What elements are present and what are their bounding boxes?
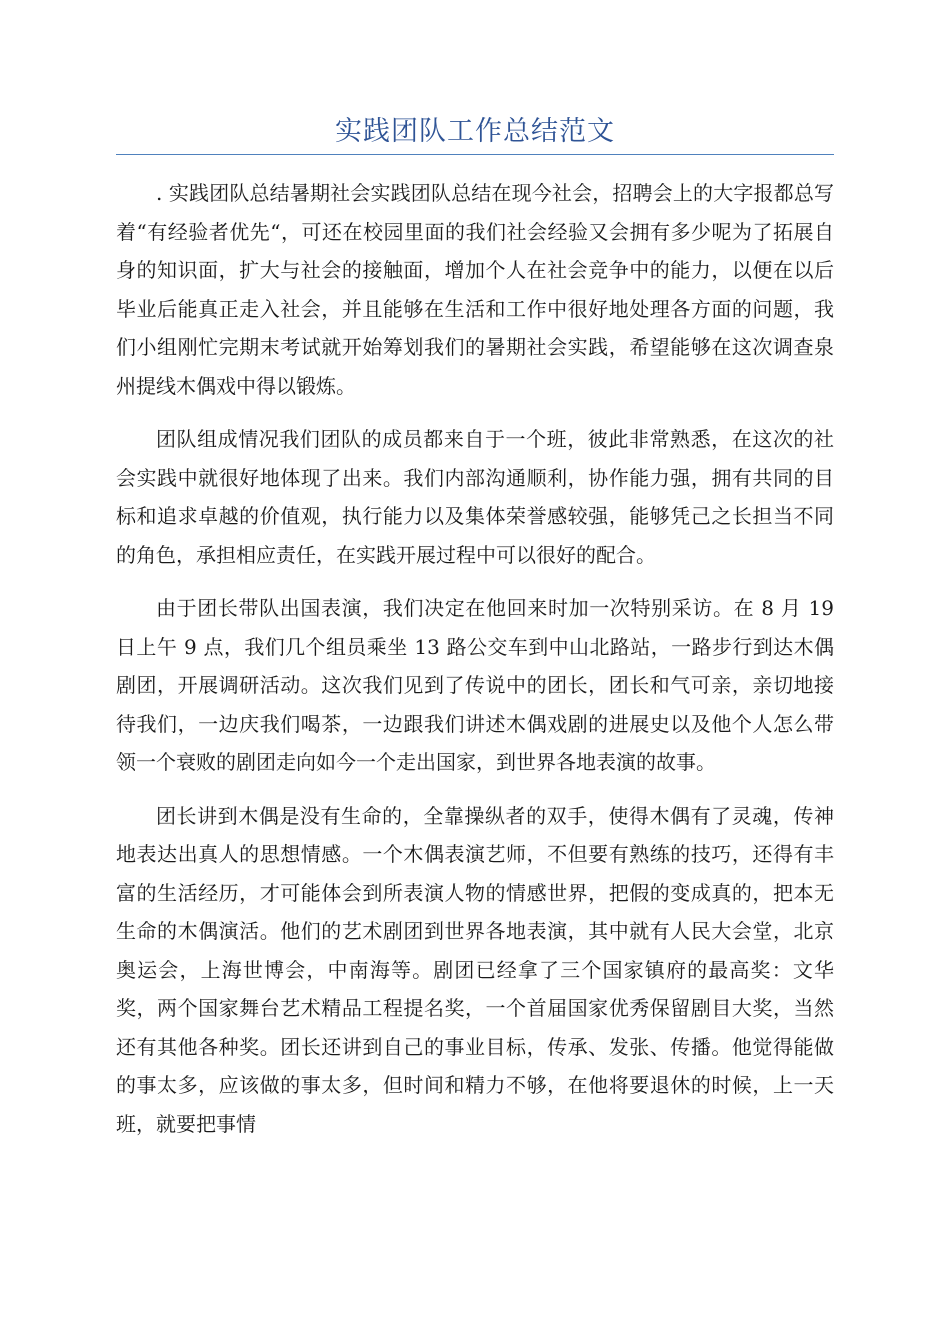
paragraph-1: . 实践团队总结暑期社会实践团队总结在现今社会，招聘会上的大字报都总写着“有经验者优先“，可还在校园里面的我们社会经验又会拥有多少呢为了拓展自身的知识面，扩大与社会的接触面，增加个人在社会竞争中的能力，以便在以后毕业后能真正走入社会，并且能够在生活和工作中很好地处理各方面的问题，我们小组刚忙完期末考试就开始筹划我们的暑期社会实践，希望能够在这次调查泉州提线木偶戏中得以锻炼。 — [116, 181, 834, 398]
title-underline — [116, 154, 834, 155]
document-body — [116, 174, 834, 1158]
paragraph-3: 由于团长带队出国表演，我们决定在他回来时加一次特别采访。在 8 月 19 日上午 9 点，我们几个组员乘坐 13 路公交车到中山北路站，一路步行到达木偶剧团，开展调研活动。这次我们见到了传说中的团长，团长和气可亲，亲切地接待我们，一边庆我们喝茶，一边跟我们讲述木偶戏剧的进展史以及他个人怎么带领一个衰败的剧团走向如今一个走出国家，到世界各地表演的故事。 — [116, 596, 834, 774]
paragraph-4: 团长讲到木偶是没有生命的，全靠操纵者的双手，使得木偶有了灵魂，传神地表达出真人的思想情感。一个木偶表演艺师，不但要有熟练的技巧，还得有丰富的生活经历，才可能体会到所表演人物的情感世界，把假的变成真的，把本无生命的木偶演活。他们的艺术剧团到世界各地表演，其中就有人民大会堂，北京奥运会，上海世博会，中南海等。剧团已经拿了三个国家镇府的最高奖：文华奖，两个国家舞台艺术精品工程提名奖，一个首届国家优秀保留剧目大奖，当然还有其他各种奖。团长还讲到自己的事业目标，传承、发张、传播。他觉得能做的事太多，应该做的事太多，但时间和精力不够，在他将要退休的时候，上一天班，就要把事情 — [116, 803, 834, 1136]
document-title: 实践团队工作总结范文 — [335, 116, 615, 147]
paragraph-2: 团队组成情况我们团队的成员都来自于一个班，彼此非常熟悉，在这次的社会实践中就很好地体现了出来。我们内部沟通顺利，协作能力强，拥有共同的目标和追求卓越的价值观，执行能力以及集体荣誉感较强，能够凭己之长担当不同的角色，承担相应责任，在实践开展过程中可以很好的配合。 — [116, 427, 834, 567]
